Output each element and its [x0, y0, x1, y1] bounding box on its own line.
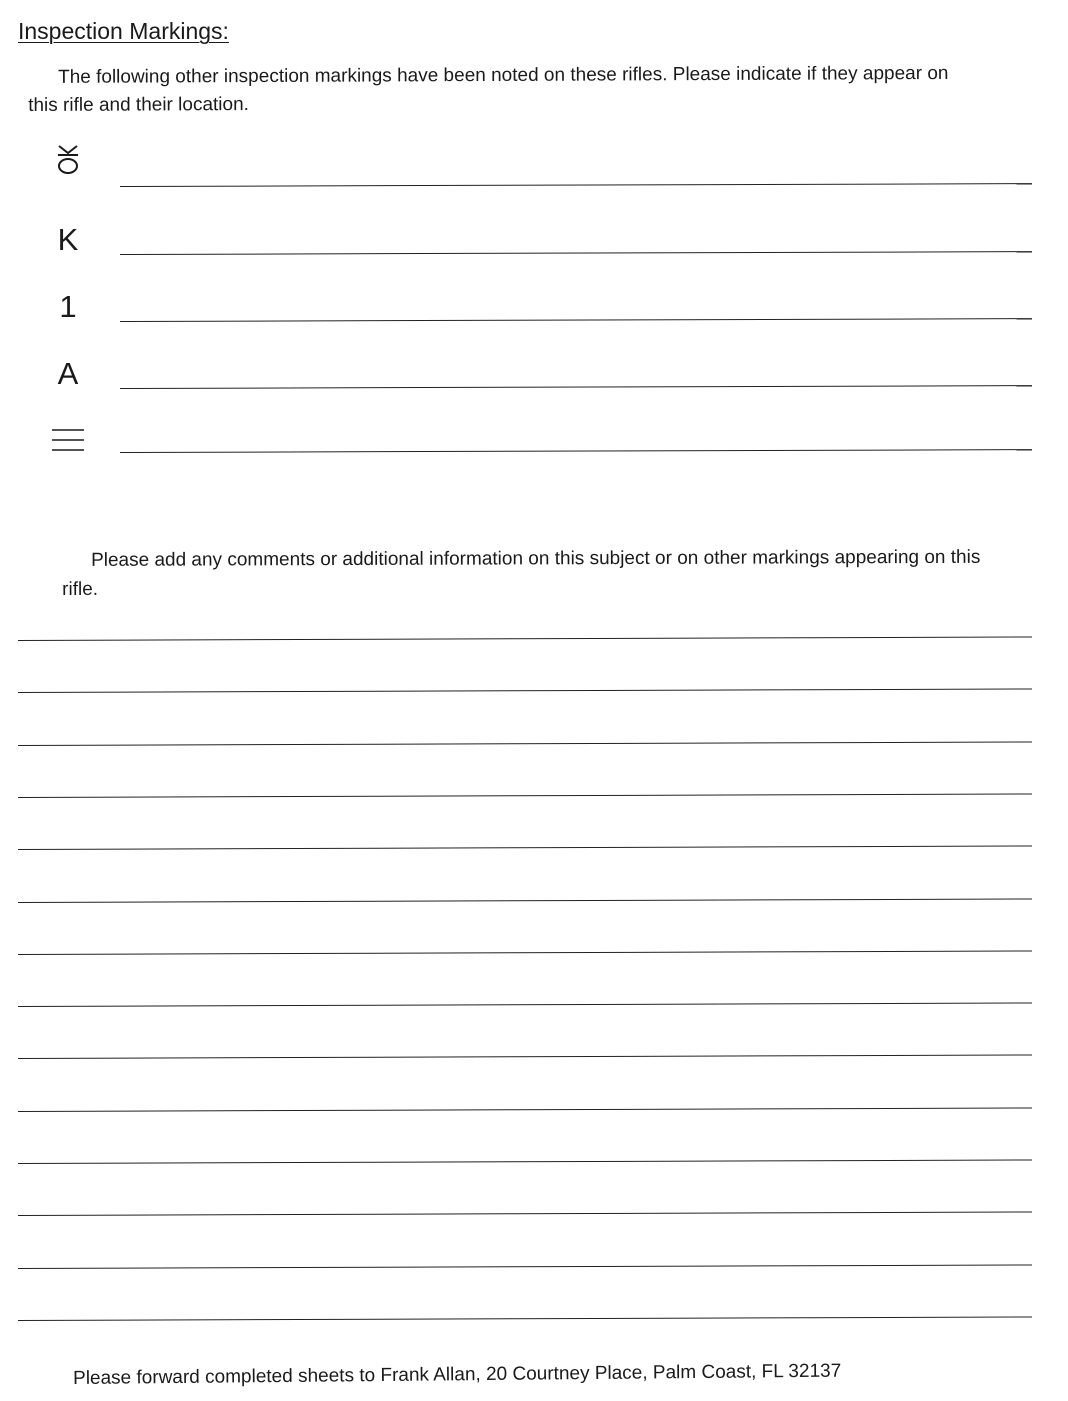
comment-line-2[interactable] — [18, 689, 1032, 694]
comment-line-5[interactable] — [18, 846, 1032, 851]
comment-line-3[interactable] — [18, 741, 1032, 746]
page-title: Inspection Markings: — [18, 18, 229, 44]
comment-line-7[interactable] — [18, 950, 1032, 955]
marking-location-line-2[interactable] — [120, 251, 1032, 255]
comments-prompt: Please add any comments or additional information on this subject or on other markings appearing on this rifle. — [62, 546, 981, 600]
marking-row-1 — [40, 142, 1032, 202]
footer-address: Please forward completed sheets to Frank Allan, 20 Courtney Place, Palm Coast, FL 32137 — [73, 1360, 842, 1389]
comment-line-10[interactable] — [18, 1107, 1032, 1112]
marking-location-line-1[interactable] — [120, 183, 1032, 187]
comment-line-13[interactable] — [18, 1264, 1032, 1269]
marking-symbol-a: A — [57, 356, 79, 391]
comment-line-4[interactable] — [18, 793, 1032, 798]
marking-location-line-3[interactable] — [120, 318, 1032, 322]
comment-line-14[interactable] — [18, 1316, 1032, 1321]
comment-line-1[interactable] — [18, 636, 1032, 641]
comment-line-8[interactable] — [18, 1003, 1032, 1008]
marking-symbol-1: 1 — [59, 289, 77, 324]
comment-line-6[interactable] — [18, 898, 1032, 903]
comment-line-12[interactable] — [18, 1212, 1032, 1217]
comment-line-11[interactable] — [18, 1159, 1032, 1164]
marking-row-2 — [40, 220, 1032, 280]
marking-location-line-5[interactable] — [120, 449, 1032, 453]
crown-circle-mark-icon — [40, 142, 96, 176]
marking-symbol-k: K — [57, 222, 79, 257]
marking-row-5 — [40, 420, 1032, 480]
marking-row-3 — [40, 287, 1032, 347]
marking-row-4 — [40, 354, 1032, 414]
triple-bar-mark-icon — [40, 420, 96, 460]
marking-location-line-4[interactable] — [120, 385, 1032, 389]
comment-line-9[interactable] — [18, 1055, 1032, 1060]
intro-paragraph: The following other inspection markings have been noted on these rifles. Please indicate if they appear on this rifle and their location. — [28, 62, 949, 116]
